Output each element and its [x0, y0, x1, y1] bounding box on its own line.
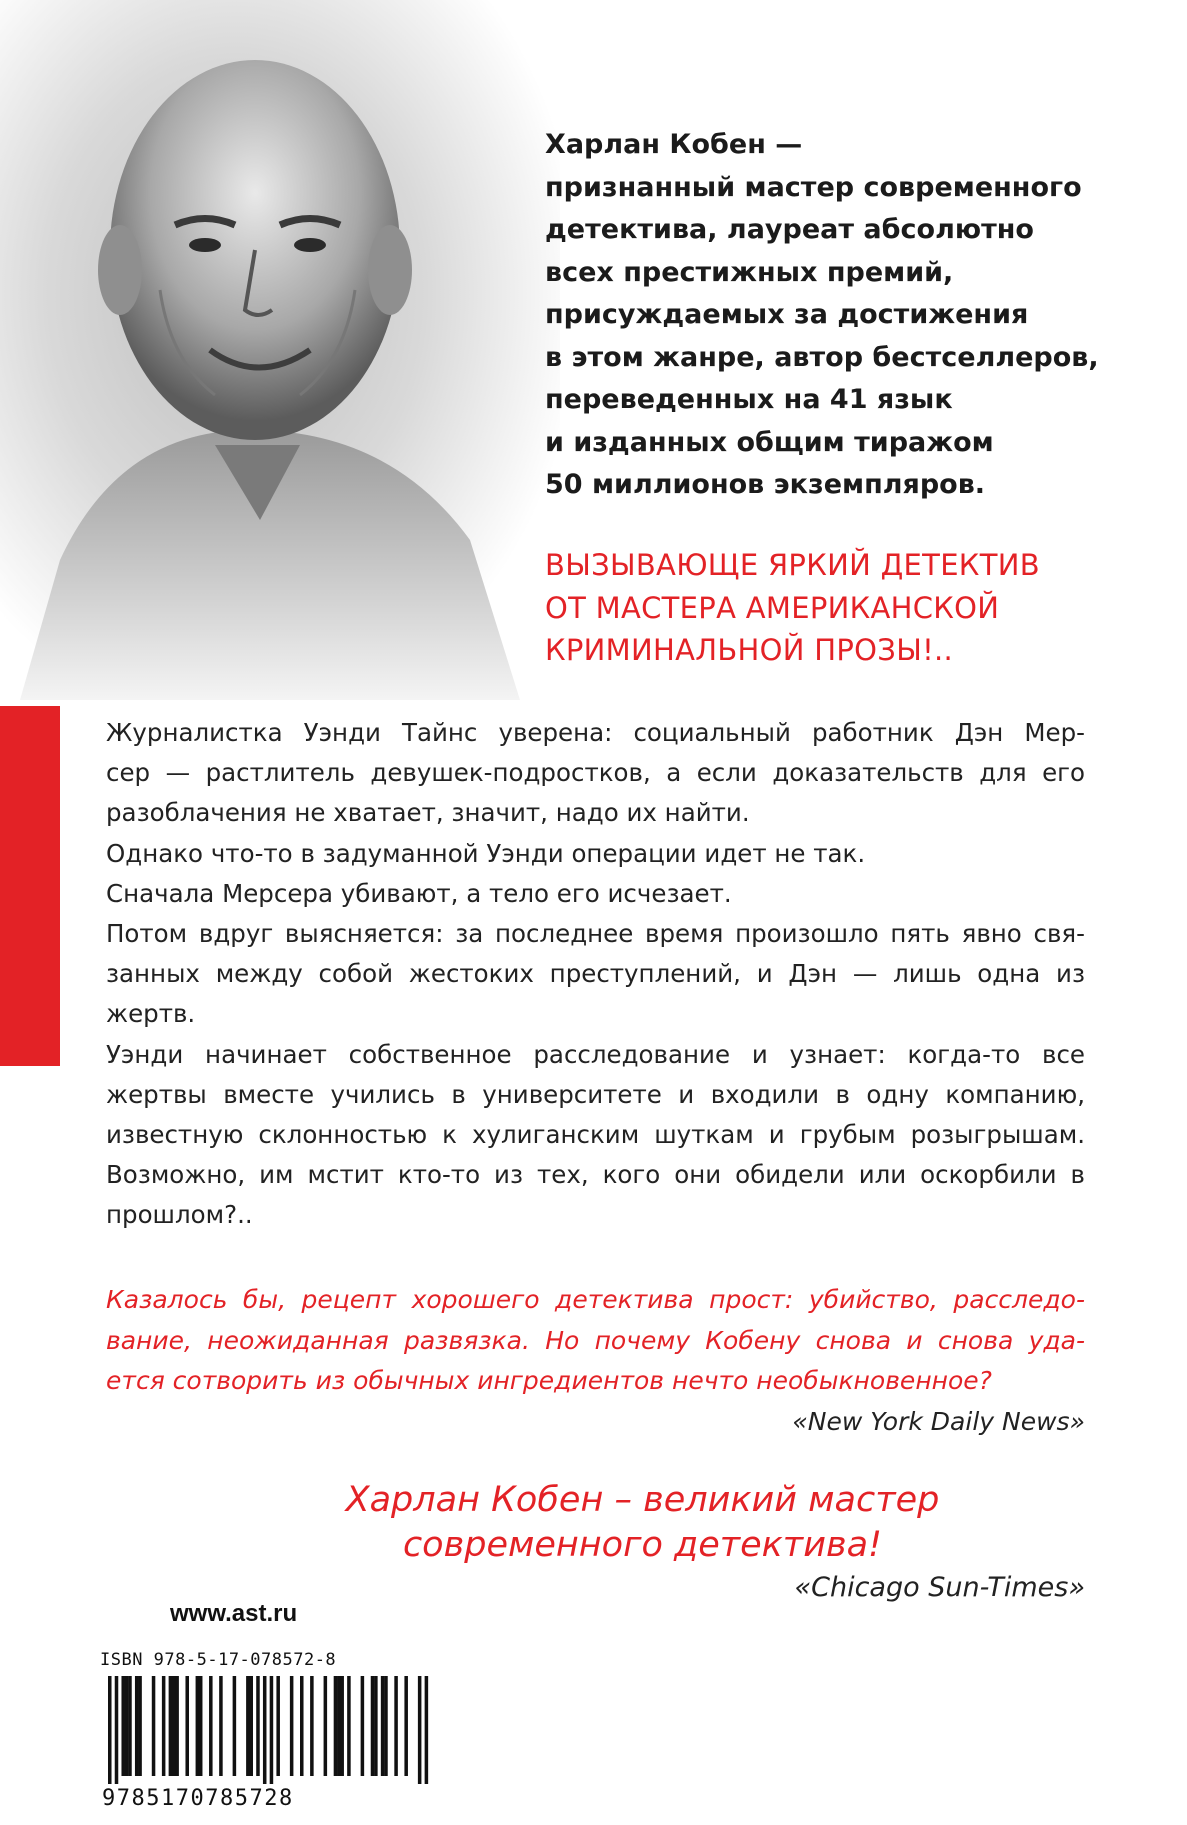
barcode-bar	[209, 1676, 213, 1776]
quote-line: современного детектива!	[402, 1525, 883, 1565]
synopsis-line: прошлом?..	[106, 1200, 253, 1230]
headline-line: ОТ МАСТЕРА АМЕРИКАНСКОЙ	[545, 590, 1000, 625]
barcode-bar	[249, 1676, 253, 1776]
barcode-bar	[276, 1676, 280, 1776]
synopsis-line: известную склонностью к хулиганским шуткам и грубым розыгрышам.	[106, 1120, 1085, 1150]
bio-line: всех престижных премий,	[545, 256, 954, 288]
barcode-bar	[196, 1676, 200, 1776]
bio-line: присуждаемых за достижения	[545, 299, 1029, 330]
quote-line: ется сотворить из обычных ингредиентов нечто необыкновенное?	[106, 1366, 992, 1395]
bio-line: и изданных общим тиражом	[545, 426, 994, 458]
review-quote-ny	[106, 1280, 1085, 1442]
barcode-bar	[381, 1676, 385, 1776]
quote-line: вание, неожиданная развязка. Но почему Кобену снова и снова уда-	[106, 1325, 1085, 1355]
barcode-bar	[162, 1676, 166, 1776]
isbn-label: ISBN 978-5-17-078572-8	[100, 1650, 337, 1670]
quote-line: Казалось бы, рецепт хорошего детектива прост: убийство, расследо-	[106, 1285, 1085, 1314]
barcode-bar	[246, 1676, 250, 1776]
barcode-bar	[172, 1676, 176, 1776]
synopsis-line: Возможно, им мстит кто-то из тех, кого они обидели или оскорбили в	[106, 1160, 1085, 1190]
red-spine-tab	[0, 706, 60, 1066]
barcode-bar	[404, 1676, 408, 1776]
headline-line: КРИМИНАЛЬНОЙ ПРОЗЫ!..	[545, 633, 954, 667]
headline-line: ВЫЗЫВАЮЩЕ ЯРКИЙ ДЕТЕКТИВ	[545, 548, 1040, 582]
bio-line: 50 миллионов экземпляров.	[545, 469, 986, 500]
bio-line: в этом жанре, автор бестселлеров,	[545, 341, 1099, 373]
synopsis-line: жертвы вместе учились в университете и входили в одну компанию,	[106, 1079, 1085, 1109]
author-portrait	[0, 0, 560, 700]
barcode-bar	[185, 1676, 189, 1776]
barcode-bar	[152, 1676, 156, 1776]
synopsis-line: сер — растлитель девушек-подростков, а если доказательств для его	[106, 758, 1085, 788]
publisher-website: www.ast.ru	[170, 1600, 298, 1627]
barcode-digits: 9785170785728	[102, 1786, 294, 1811]
barcode-bar	[135, 1676, 139, 1776]
synopsis-line: Потом вдруг выясняется: за последнее время произошло пять явно свя-	[106, 919, 1085, 949]
bio-line: Харлан Кобен —	[545, 129, 803, 160]
bio-line: переведенных на 41 язык	[545, 384, 953, 415]
barcode-bar	[334, 1676, 338, 1776]
synopsis	[106, 713, 1085, 1236]
barcode-bar	[394, 1676, 398, 1776]
barcode-bar	[263, 1676, 267, 1784]
barcode-bar	[219, 1676, 223, 1776]
barcode-bar	[324, 1676, 328, 1776]
barcode-bar	[384, 1676, 388, 1776]
barcode-bar	[175, 1676, 179, 1776]
synopsis-line: занных между собой жестоких преступлений, и Дэн — лишь одна из	[106, 959, 1085, 989]
barcode-bar	[290, 1676, 294, 1776]
synopsis-line: Сначала Мерсера убивают, а тело его исчезает.	[106, 878, 732, 908]
barcode-bar	[418, 1676, 422, 1784]
barcode-bar	[371, 1676, 375, 1776]
barcode-bar	[169, 1676, 173, 1776]
barcode-bar	[374, 1676, 378, 1776]
barcode-bar	[108, 1676, 112, 1784]
quote-line: Харлан Кобен – великий мастер	[345, 1480, 940, 1520]
barcode-bar	[347, 1676, 351, 1776]
bio-line: признанный мастер современного	[545, 171, 1082, 203]
tagline-headline	[545, 544, 1165, 672]
barcode-bar	[337, 1676, 341, 1776]
barcode-bar	[125, 1676, 129, 1776]
barcode-bar	[300, 1676, 304, 1776]
barcode-bar	[121, 1676, 125, 1776]
synopsis-line: жертв.	[106, 999, 196, 1029]
barcode-bar	[128, 1676, 132, 1776]
synopsis-line: Журналистка Уэнди Тайнс уверена: социальный работник Дэн Мер-	[106, 718, 1085, 747]
barcode-bar	[115, 1676, 119, 1784]
barcode-bar	[361, 1676, 365, 1776]
barcode	[103, 1676, 433, 1784]
barcode-bar	[310, 1676, 314, 1776]
barcode-bar	[340, 1676, 344, 1776]
barcode-bar	[199, 1676, 203, 1776]
synopsis-line: Однако что-то в задуманной Уэнди операции идет не так.	[106, 838, 866, 868]
barcode-bar	[256, 1676, 260, 1776]
quote-source: «Chicago Sun-Times»	[794, 1572, 1085, 1603]
barcode-bar	[425, 1676, 429, 1784]
bio-line: детектива, лауреат абсолютно	[545, 214, 1034, 245]
quote-source: «New York Daily News»	[792, 1406, 1085, 1436]
review-quote-chicago	[200, 1478, 1085, 1608]
barcode-bar	[233, 1676, 237, 1776]
barcode-bar	[270, 1676, 274, 1784]
barcode-bar	[138, 1676, 142, 1776]
synopsis-line: Уэнди начинает собственное расследование и узнает: когда-то все	[106, 1039, 1085, 1069]
author-bio	[545, 124, 1165, 507]
synopsis-line: разоблачения не хватает, значит, надо их найти.	[106, 798, 750, 828]
